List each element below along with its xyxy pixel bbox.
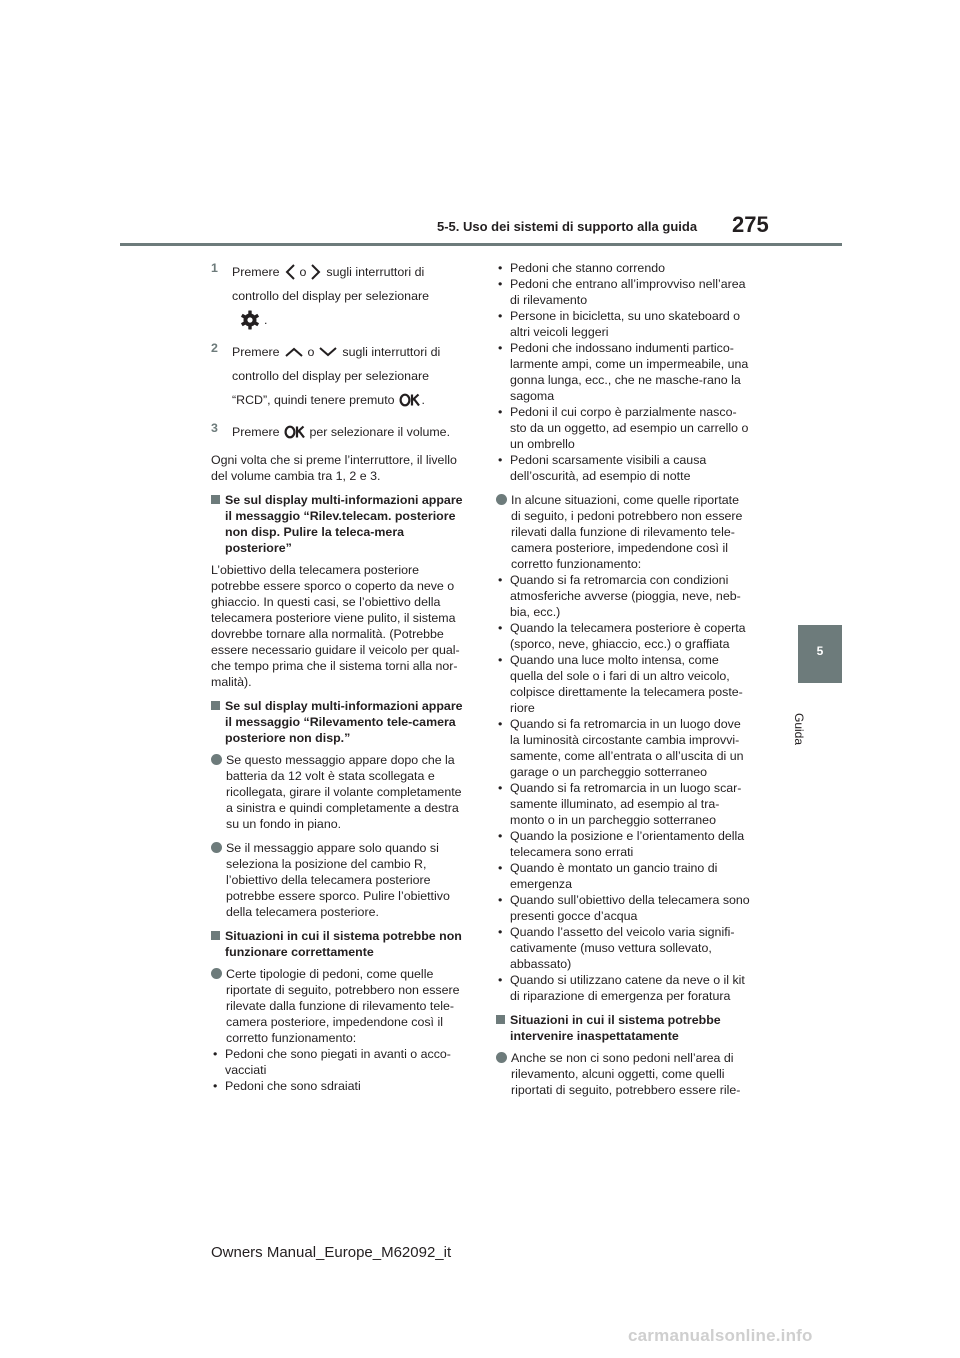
list-item: • Pedoni che entrano all’improvviso nell’area di rilevamento [496, 276, 751, 308]
list-item: Anche se non ci sono pedoni nell’area di rilevamento, alcuni oggetti, come quelli riportati di seguito, potrebbero essere rile- [496, 1050, 751, 1098]
chevron-down-icon [318, 346, 338, 358]
step-text: “RCD”, quindi tenere premuto [232, 393, 395, 407]
circle-bullet-icon [211, 968, 222, 979]
square-bullet-icon [211, 931, 220, 940]
ok-icon [399, 393, 421, 407]
step-text: Premere [232, 345, 280, 359]
chevron-up-icon [284, 346, 304, 358]
square-bullet-icon [496, 1015, 505, 1024]
gear-icon [240, 310, 260, 330]
list-item: • Quando si fa retromarcia con condizioni atmosferiche avverse (pioggia, neve, neb-bia, ecc.) [496, 572, 751, 620]
watermark[interactable]: carmanualsonline.info [628, 1326, 813, 1345]
left-column [211, 260, 466, 1102]
list-item: • Pedoni scarsamente visibili a causa dell’oscurità, ad esempio di notte [496, 452, 751, 484]
list-item: • Quando è montato un gancio traino di emergenza [496, 860, 751, 892]
pedestrian-list [211, 1046, 466, 1094]
list-item: Certe tipologie di pedoni, come quelle riportate di seguito, potrebbero non essere rilevate dalla funzione di rilevamento tele-camera posteriore, impedendone così il corretto funzionamento: [211, 966, 466, 1046]
header-rule [120, 243, 842, 246]
list-item: • Quando una luce molto intensa, come quella del sole o i fari di un altro veicolo, colpisce direttamente la telecamera poste-riore [496, 652, 751, 716]
section-heading: Situazioni in cui il sistema potrebbe intervenire inaspettatamente [496, 1012, 751, 1044]
page-number: 275 [732, 212, 769, 237]
step-3 [211, 420, 466, 444]
chevron-left-icon [284, 263, 296, 281]
step-text: o [299, 265, 307, 279]
right-column [496, 260, 751, 1106]
list-item: • Pedoni che stanno correndo [496, 260, 751, 276]
list-item: In alcune situazioni, come quelle riportate di seguito, i pedoni potrebbero non essere rilevati dalla funzione di rilevamento tele-camera posteriore, impedendone così il corretto funzionamento: [496, 492, 751, 572]
paragraph: L’obiettivo della telecamera posteriore potrebbe essere sporco o coperto da neve o ghiaccio. In questi casi, se l’obiettivo della telecamera posteriore viene pulito, il sistema dovrebbe tornare alla normalità. (Potrebbe essere necessario guidare il veicolo per qual-che tempo prima che il sistema torni alla nor-malità). [211, 563, 460, 689]
list-item: • Quando si fa retromarcia in un luogo scar-samente illuminato, ad esempio al tra-monto o in un parcheggio sotterraneo [496, 780, 751, 828]
list-item: Se il messaggio appare solo quando si seleziona la posizione del cambio R, l’obiettivo della telecamera posteriore potrebbe essere sporco. Pulire l’obiettivo della telecamera posteriore. [211, 840, 466, 920]
step-text: controllo del display per selezionare [232, 289, 429, 303]
section-heading: Se sul display multi-informazioni appare il messaggio “Rilevamento tele-camera posteriore non disp.” [211, 698, 466, 746]
step-text: Premere [232, 425, 280, 439]
list-item: • Pedoni che indossano indumenti partico-larmente ampi, come un impermeabile, una gonna lunga, ecc., che ne masche-rano la sagoma [496, 340, 751, 404]
step-text: . [264, 313, 268, 327]
chevron-right-icon [310, 263, 322, 281]
step-text: . [421, 393, 425, 407]
step-text: controllo del display per selezionare [232, 369, 429, 383]
circle-bullet-icon [496, 494, 507, 505]
list-item: • Quando sull’obiettivo della telecamera sono presenti gocce d’acqua [496, 892, 751, 924]
step-number: 1 [211, 261, 218, 275]
list-item: • Pedoni il cui corpo è parzialmente nasco-sto da un oggetto, ad esempio un carrello o un ombrello [496, 404, 751, 452]
section-heading: Situazioni in cui il sistema potrebbe non funzionare correttamente [211, 928, 466, 960]
step-text: o [307, 345, 315, 359]
section-title: 5-5. Uso dei sistemi di supporto alla guida [437, 219, 698, 234]
step-1 [211, 260, 466, 332]
list-item: • Persone in bicicletta, su uno skateboard o altri veicoli leggeri [496, 308, 751, 340]
list-item: • Pedoni che sono piegati in avanti o acco-vacciati [211, 1046, 466, 1078]
condition-list [496, 572, 751, 1004]
footer-manual-id: Owners Manual_Europe_M62092_it [211, 1244, 452, 1261]
list-item: Se questo messaggio appare dopo che la batteria da 12 volt è stata scollegata e ricollegata, girare il volante completamente a sinistra e quindi completamente a destra su un fondo in piano. [211, 752, 466, 832]
step-2 [211, 340, 466, 412]
step-text: sugli interruttori di [326, 265, 425, 279]
square-bullet-icon [211, 701, 220, 710]
chapter-tab [798, 625, 842, 683]
list-item: • Quando l’assetto del veicolo varia signifi-cativamente (muso vettura sollevato, abbassato) [496, 924, 751, 972]
chapter-number: 5 [816, 644, 824, 658]
pedestrian-list-continued [496, 260, 751, 484]
list-item: • Quando si utilizzano catene da neve o il kit di riparazione di emergenza per foratura [496, 972, 751, 1004]
volume-note: Ogni volta che si preme l’interruttore, il livello del volume cambia tra 1, 2 e 3. [211, 453, 457, 483]
list-item: • Pedoni che sono sdraiati [211, 1078, 466, 1094]
list-item: • Quando la telecamera posteriore è coperta (sporco, neve, ghiaccio, ecc.) o graffiata [496, 620, 751, 652]
square-bullet-icon [211, 495, 220, 504]
circle-bullet-icon [496, 1052, 507, 1063]
circle-bullet-icon [211, 842, 222, 853]
section-heading: Se sul display multi-informazioni appare il messaggio “Rilev.telecam. posteriore non disp. Pulire la teleca-mera posteriore” [211, 492, 466, 556]
step-text: Premere [232, 265, 280, 279]
step-number: 2 [211, 341, 218, 355]
ok-icon [284, 425, 306, 439]
chapter-label: Guida [792, 713, 806, 746]
step-text: sugli interruttori di [342, 345, 441, 359]
circle-bullet-icon [211, 754, 222, 765]
list-item: • Quando si fa retromarcia in un luogo dove la luminosità circostante cambia improvvi-samente, come all’entrata o all’uscita di un garage o un parcheggio sotterraneo [496, 716, 751, 780]
step-text: per selezionare il volume. [309, 425, 451, 439]
list-item: • Quando la posizione e l’orientamento della telecamera sono errati [496, 828, 751, 860]
step-number: 3 [211, 421, 218, 435]
